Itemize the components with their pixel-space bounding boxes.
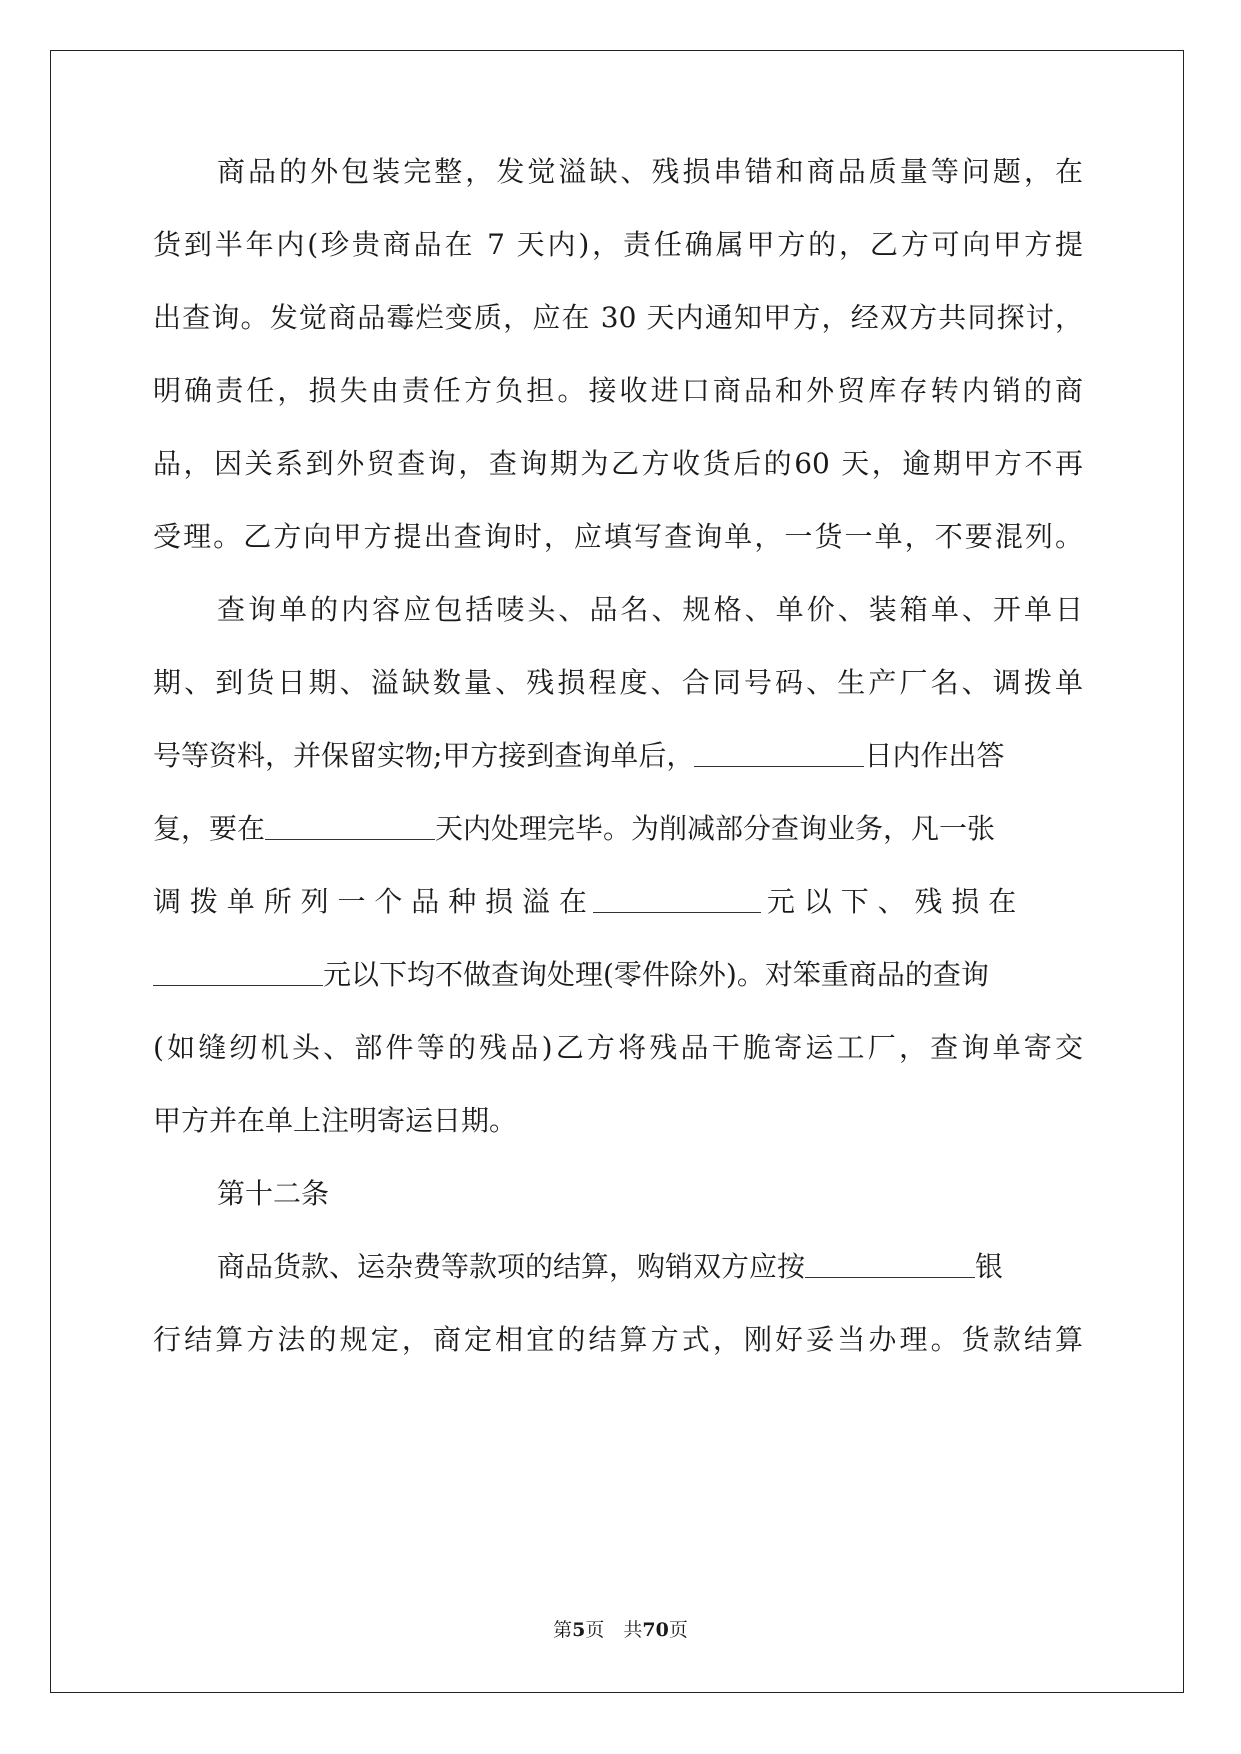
blank-field	[694, 740, 864, 767]
text-segment: 日内作出答	[864, 739, 1005, 772]
paragraph-1-line-2: 货到半年内(珍贵商品在 7 天内)，责任确属甲方的，乙方可向甲方提	[153, 228, 1083, 261]
paragraph-1-line-6: 受理。乙方向甲方提出查询时，应填写查询单，一货一单，不要混列。	[153, 520, 1083, 553]
paragraph-1-line-5: 品，因关系到外贸查询，查询期为乙方收货后的60 天，逾期甲方不再	[153, 447, 1083, 480]
text-segment: 天内处理完毕。为削减部分查询业务，凡一张	[435, 812, 996, 845]
text-segment: 元以下均不做查询处理(零件除外)。对笨重商品的查询	[323, 958, 989, 991]
paragraph-2-line-8: 甲方并在单上注明寄运日期。	[153, 1104, 518, 1137]
paragraph-2-line-4	[153, 809, 1083, 849]
article-heading: 第十二条	[217, 1177, 330, 1210]
footer-mid: 页 共	[585, 1619, 643, 1641]
paragraph-2-line-7: (如缝纫机头、部件等的残品)乙方将残品干脆寄运工厂，查询单寄交	[153, 1031, 1083, 1064]
paragraph-2-line-3	[153, 736, 1083, 776]
paragraph-1-line-4: 明确责任，损失由责任方负担。接收进口商品和外贸库存转内销的商	[153, 374, 1083, 407]
blank-field	[805, 1251, 975, 1278]
page-border	[50, 50, 1184, 1693]
footer-prefix: 第	[553, 1619, 573, 1641]
text-segment: 调 拨 单 所 列 一 个 品 种 损 溢 在	[153, 885, 587, 918]
paragraph-2-line-6	[153, 955, 1083, 995]
page-footer	[0, 1618, 1241, 1642]
text-segment: 银	[975, 1250, 1004, 1283]
blank-field	[153, 959, 323, 986]
paragraph-3-line-2: 行结算方法的规定，商定相宜的结算方式，刚好妥当办理。货款结算	[153, 1323, 1083, 1356]
text-segment: 号等资料，并保留实物;甲方接到查询单后，	[153, 739, 695, 772]
paragraph-2-line-2: 期、到货日期、溢缺数量、残损程度、合同号码、生产厂名、调拨单	[153, 666, 1083, 699]
total-page-number: 70	[642, 1619, 669, 1641]
blank-field	[593, 886, 761, 913]
blank-field	[265, 813, 435, 840]
text-segment: 元 以 下 、 残 损 在	[766, 885, 1017, 918]
paragraph-2-line-1: 查询单的内容应包括唛头、品名、规格、单价、装箱单、开单日	[217, 593, 1083, 626]
paragraph-1-line-3: 出查询。发觉商品霉烂变质，应在 30 天内通知甲方，经双方共同探讨，	[153, 301, 1083, 334]
paragraph-1-line-1: 商品的外包装完整，发觉溢缺、残损串错和商品质量等问题，在	[217, 155, 1083, 188]
text-segment: 商品货款、运杂费等款项的结算，购销双方应按	[217, 1250, 806, 1283]
current-page-number: 5	[572, 1619, 586, 1641]
paragraph-3-line-1	[217, 1247, 1083, 1287]
text-segment: 复，要在	[153, 812, 266, 845]
footer-suffix: 页	[668, 1619, 688, 1641]
paragraph-2-line-5	[153, 882, 1083, 922]
